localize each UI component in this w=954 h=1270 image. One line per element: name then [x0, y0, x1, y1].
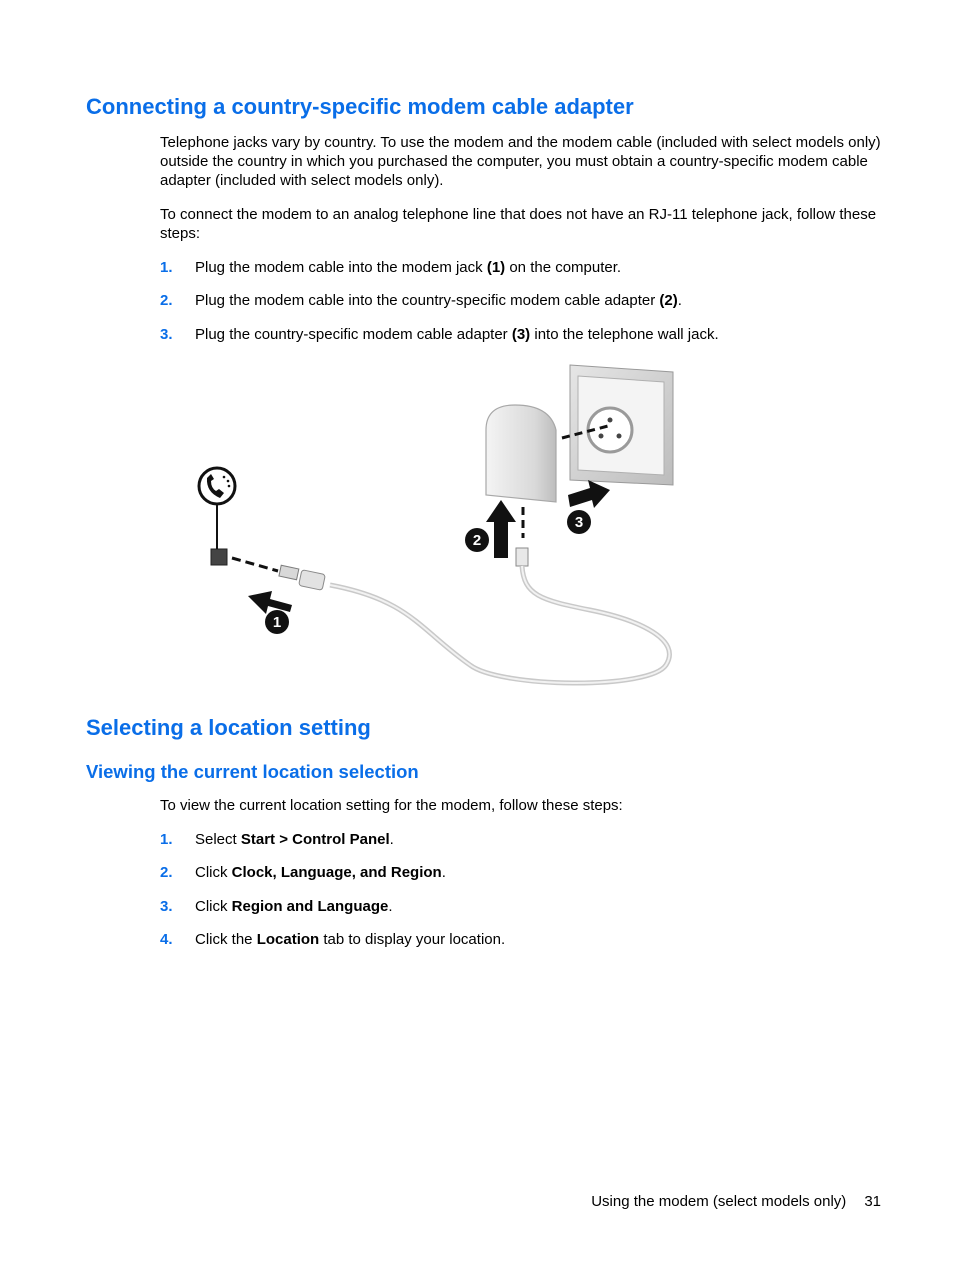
intro-paragraph: Telephone jacks vary by country. To use the modem and the modem cable (included with select models only) outside the country in which you purchased the computer, you must obtain a country-specific modem cable adapter (included with select models only). — [160, 134, 881, 189]
step-number: 2. — [160, 292, 173, 309]
steps-intro-paragraph: To connect the modem to an analog telephone line that does not have an RJ-11 telephone jack, follow these steps: — [160, 206, 877, 242]
modem-cable — [330, 566, 669, 683]
step-item: 1. Select Start > Control Panel. — [160, 831, 394, 848]
step-number: 1. — [160, 831, 173, 848]
arrow-2-icon — [486, 500, 516, 558]
footer-text: Using the modem (select models only) — [591, 1193, 847, 1210]
location-intro-paragraph: To view the current location setting for the modem, follow these steps: — [160, 797, 623, 814]
telephone-icon — [199, 468, 235, 549]
step-item: 1. Plug the modem cable into the modem jack (1) on the computer. — [160, 259, 622, 276]
callout-2 — [465, 528, 489, 552]
arrow-1-icon — [248, 591, 292, 614]
step-item: 2. Click Clock, Language, and Region. — [160, 864, 446, 881]
step-number: 4. — [160, 931, 173, 948]
section-title-modem-adapter: Connecting a country-specific modem cable adapter — [86, 94, 634, 119]
svg-text:3: 3 — [574, 514, 584, 531]
section-title-location: Selecting a location setting — [86, 715, 371, 740]
step-number: 2. — [160, 864, 173, 881]
page-number: 31 — [864, 1193, 881, 1210]
step-number: 1. — [160, 259, 173, 276]
page-footer — [591, 1193, 881, 1210]
step-item: 3. Plug the country-specific modem cable adapter (3) into the telephone wall jack. — [160, 326, 719, 343]
callout-1 — [265, 610, 289, 634]
arrow-3-icon — [568, 480, 610, 508]
step-item: 3. Click Region and Language. — [160, 898, 393, 915]
step-item: 2. Plug the modem cable into the country-specific modem cable adapter (2). — [160, 292, 682, 309]
callout-3 — [567, 510, 591, 534]
modem-adapter-illustration — [190, 360, 690, 695]
svg-text:2: 2 — [472, 532, 482, 549]
step-item: 4. Click the Location tab to display your location. — [160, 931, 506, 948]
wall-jack — [570, 365, 673, 485]
step-number: 3. — [160, 326, 173, 343]
step-number: 3. — [160, 898, 173, 915]
svg-text:1: 1 — [272, 614, 282, 631]
subsection-title: Viewing the current location selection — [86, 761, 419, 782]
